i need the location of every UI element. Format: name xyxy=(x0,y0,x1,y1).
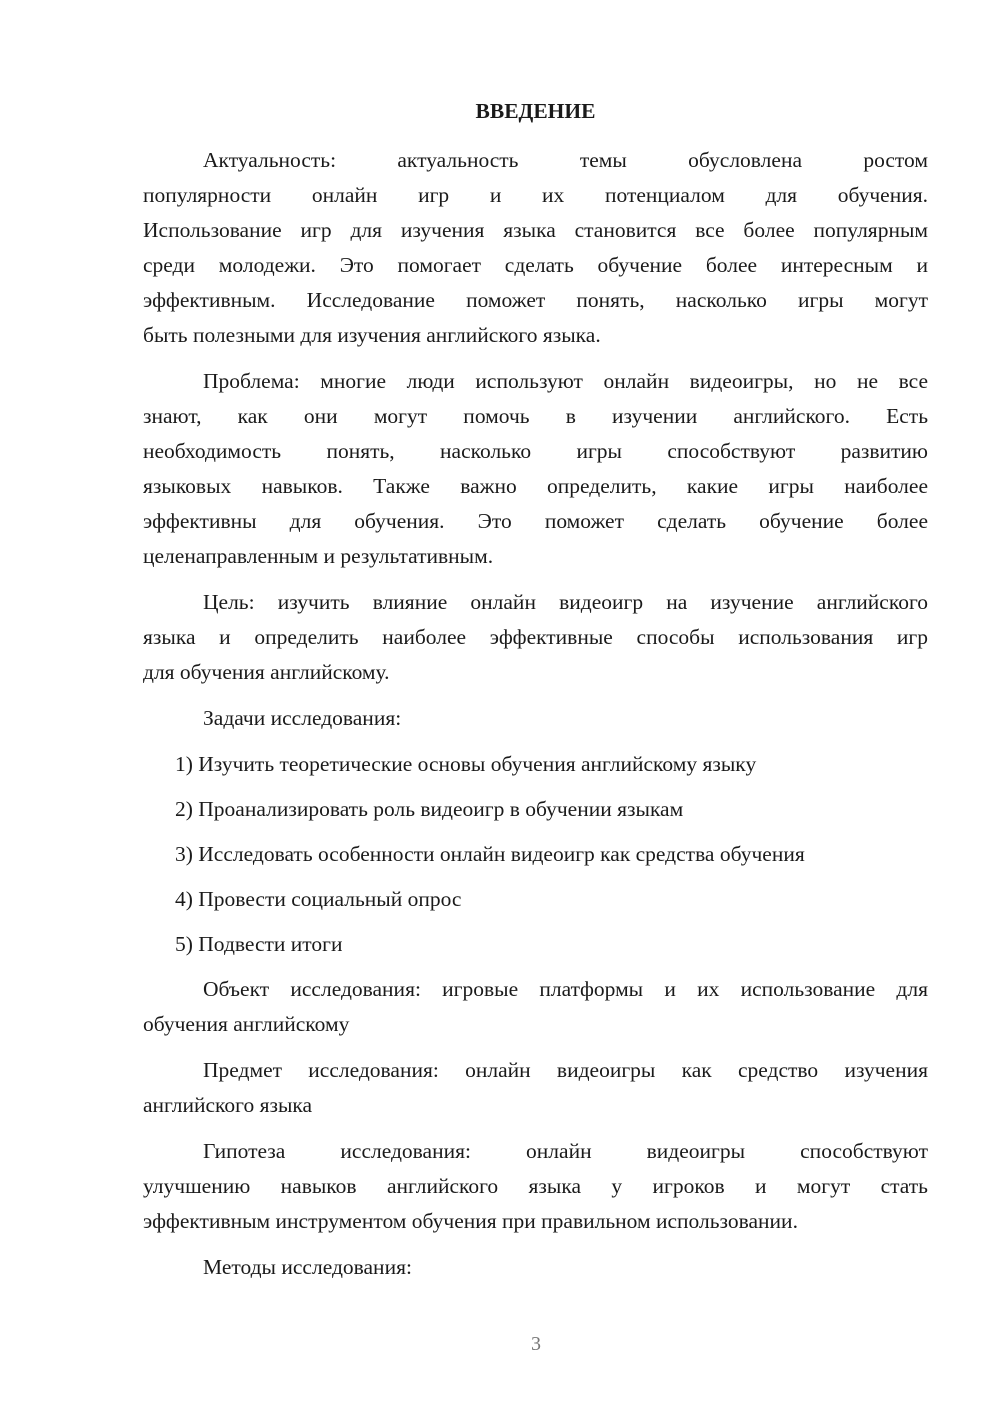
text-line: среди молодежи. Это помогает сделать обучение более интересным и xyxy=(143,253,928,277)
text-line: Предмет исследования: онлайн видеоигры как средство изучения xyxy=(203,1058,928,1082)
text-line: эффективны для обучения. Это поможет сделать обучение более xyxy=(143,509,928,533)
paragraph xyxy=(143,585,928,690)
document-page xyxy=(143,94,928,1296)
text-line: целенаправленным и результативным. xyxy=(143,544,494,568)
text-line: улучшению навыков английского языка у игроков и могут стать xyxy=(143,1174,928,1198)
paragraph xyxy=(143,1134,928,1239)
page-number: 3 xyxy=(531,1333,541,1355)
section-title: ВВЕДЕНИЕ xyxy=(475,99,596,123)
paragraph xyxy=(143,143,928,353)
text-line: популярности онлайн игр и их потенциалом для обучения. xyxy=(143,183,928,207)
text-line: языка и определить наиболее эффективные способы использования игр xyxy=(143,625,928,649)
paragraph xyxy=(143,1053,928,1123)
text-line: Методы исследования: xyxy=(203,1255,412,1279)
task-item: 5) Подвести итоги xyxy=(175,932,343,956)
task-item: 3) Исследовать особенности онлайн видеоигр как средства обучения xyxy=(175,842,805,866)
research-paragraphs xyxy=(143,972,928,1285)
text-line: Гипотеза исследования: онлайн видеоигры способствуют xyxy=(203,1139,928,1163)
intro-paragraphs xyxy=(143,143,928,736)
paragraph xyxy=(143,1250,928,1285)
tasks-list xyxy=(143,747,928,972)
text-line: эффективным инструментом обучения при правильном использовании. xyxy=(143,1209,798,1233)
text-line: обучения английскому xyxy=(143,1012,350,1036)
text-line: Использование игр для изучения языка становится все более популярным xyxy=(143,218,928,242)
text-line: английского языка xyxy=(143,1093,313,1117)
text-line: Задачи исследования: xyxy=(203,706,402,730)
text-line: для обучения английскому. xyxy=(143,660,390,684)
text-line: знают, как они могут помочь в изучении английского. Есть xyxy=(143,404,928,428)
text-line: Цель: изучить влияние онлайн видеоигр на изучение английского xyxy=(203,590,928,614)
text-line: языковых навыков. Также важно определить, какие игры наиболее xyxy=(143,474,928,498)
task-item: 2) Проанализировать роль видеоигр в обучении языкам xyxy=(175,797,684,821)
text-line: Актуальность: актуальность темы обусловлена ростом xyxy=(203,148,928,172)
text-line: Объект исследования: игровые платформы и их использование для xyxy=(203,977,928,1001)
paragraph xyxy=(143,364,928,574)
task-item: 4) Провести социальный опрос xyxy=(175,887,462,911)
paragraph xyxy=(143,701,928,736)
text-line: эффективным. Исследование поможет понять, насколько игры могут xyxy=(143,288,928,312)
text-line: необходимость понять, насколько игры способствуют развитию xyxy=(143,439,928,463)
task-item: 1) Изучить теоретические основы обучения английскому языку xyxy=(175,752,757,776)
text-line: Проблема: многие люди используют онлайн видеоигры, но не все xyxy=(203,369,928,393)
text-line: быть полезными для изучения английского языка. xyxy=(143,323,601,347)
paragraph xyxy=(143,972,928,1042)
